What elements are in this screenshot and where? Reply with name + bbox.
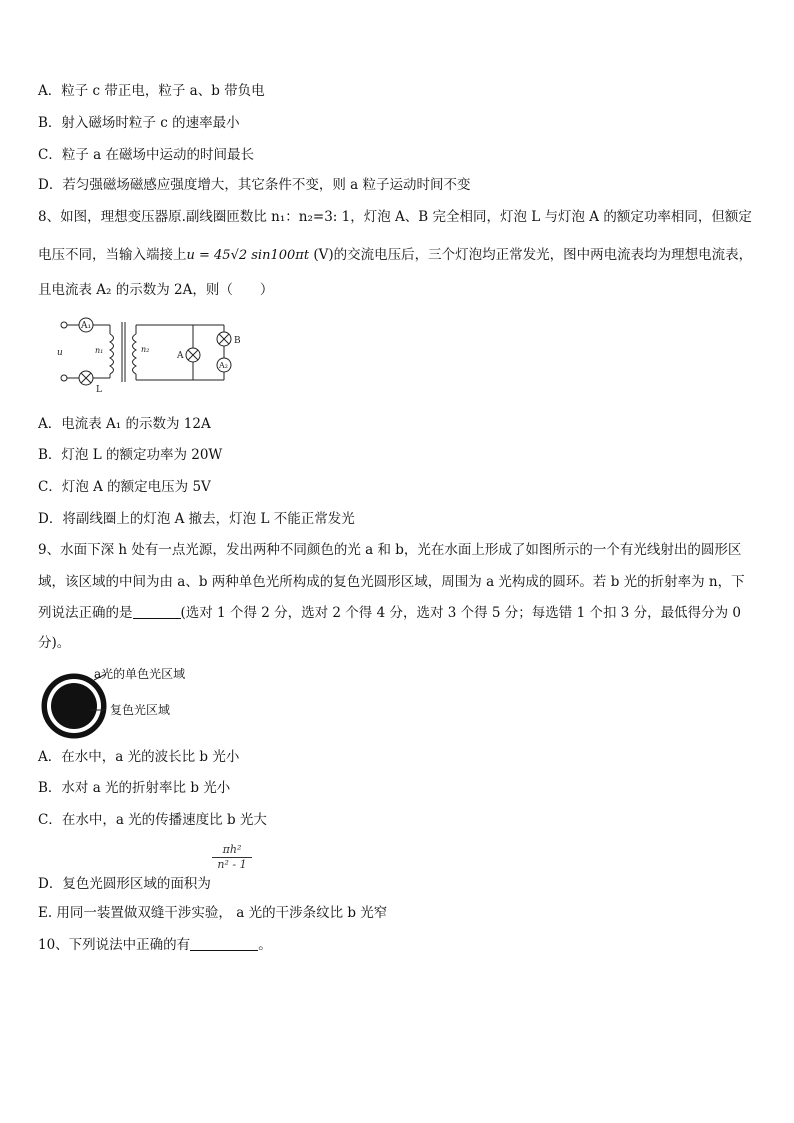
q8-stem-line1: 8、如图，理想变压器原.副线圈匝数比 n₁：n₂=3: 1，灯泡 A、B 完全相同，灯泡 L 与灯泡 A 的额定功率相同，但额定	[38, 209, 752, 225]
q9-stem-line3-pre: 列说法正确的是	[38, 605, 133, 621]
lamp-b-label: B	[234, 336, 241, 346]
q10-stem-pre: 10、下列说法中正确的有	[38, 937, 191, 953]
center-label: 复色光区域	[110, 703, 171, 717]
u-label: u	[57, 348, 63, 358]
q8-voltage-formula: u = 45√2 sin100πt	[186, 248, 310, 263]
area-fraction-denominator: n² - 1	[217, 858, 247, 871]
q9-option-b: B．水对 a 光的折射率比 b 光小	[38, 780, 231, 796]
q9-stem-line3	[38, 604, 741, 622]
q9-stem-line3-post: (选对 1 个得 2 分，选对 2 个得 4 分，选对 3 个得 5 分；每选错 1 个扣 3 分，最低得分为 0	[180, 605, 742, 621]
q8-stem-line2	[38, 246, 752, 265]
q9-option-a: A．在水中，a 光的波长比 b 光小	[38, 749, 240, 765]
a2-label: A₂	[219, 361, 228, 370]
q8-stem-line3: 且电流表 A₂ 的示数为 2A，则（ ）	[38, 282, 274, 298]
ring-label: a光的单色光区域	[94, 667, 186, 681]
primary-coil	[110, 334, 114, 374]
composite-light-region	[51, 683, 97, 729]
q10-stem-post: 。	[258, 937, 272, 953]
n1-label: n₁	[95, 346, 104, 355]
lamp-a-label: A	[177, 351, 184, 361]
secondary-coil	[133, 334, 137, 374]
q9-option-e: E. 用同一装置做双缝干涉实验， a 光的干涉条纹比 b 光窄	[38, 905, 388, 921]
q8-option-a: A．电流表 A₁ 的示数为 12A	[38, 416, 211, 432]
transformer-circuit-diagram	[48, 312, 258, 392]
input-terminal-top	[61, 322, 67, 328]
light-region-diagram	[38, 664, 218, 744]
q9-stem-line4: 分)。	[38, 635, 71, 651]
q9-stem-line2: 域，该区域的中间为由 a、b 两种单色光所构成的复色光圆形区域，周围为 a 光构成的圆环。若 b 光的折射率为 n，下	[38, 574, 745, 590]
q7-option-a: A．粒子 c 带正电，粒子 a、b 带负电	[38, 83, 265, 99]
q10-stem	[38, 936, 272, 954]
lamp-l-label: L	[96, 385, 102, 392]
input-terminal-bottom	[61, 375, 67, 381]
q9-stem-line1: 9、水面下深 h 处有一点光源，发出两种不同颜色的光 a 和 b，光在水面上形成了如图所示的一个有光线射出的圆形区	[38, 542, 742, 558]
n2-label: n₂	[141, 345, 150, 354]
q10-answer-blank[interactable]	[190, 936, 258, 951]
q7-option-d: D．若匀强磁场磁感应强度增大，其它条件不变，则 a 粒子运动时间不变	[38, 177, 471, 193]
q8-option-c: C．灯泡 A 的额定电压为 5V	[38, 479, 211, 495]
area-fraction-numerator: πh²	[212, 843, 252, 858]
q7-option-b: B．射入磁场时粒子 c 的速率最小	[38, 115, 240, 131]
q9-option-c: C．在水中，a 光的传播速度比 b 光大	[38, 812, 267, 828]
q9-answer-blank[interactable]	[133, 604, 181, 619]
q8-stem-line2-post: (V)的交流电压后，三个灯泡均正常发光，图中两电流表均为理想电流表，	[309, 247, 753, 263]
q7-option-c: C．粒子 a 在磁场中运动的时间最长	[38, 147, 254, 163]
q8-stem-line2-pre: 电压不同，当输入端接上	[38, 247, 187, 263]
q8-option-b: B．灯泡 L 的额定功率为 20W	[38, 447, 223, 463]
q9-option-d: D．复色光圆形区域的面积为	[38, 876, 211, 892]
q8-option-d: D．将副线圈上的灯泡 A 撤去，灯泡 L 不能正常发光	[38, 511, 355, 527]
a1-label: A₁	[81, 321, 92, 331]
area-fraction	[212, 843, 252, 871]
